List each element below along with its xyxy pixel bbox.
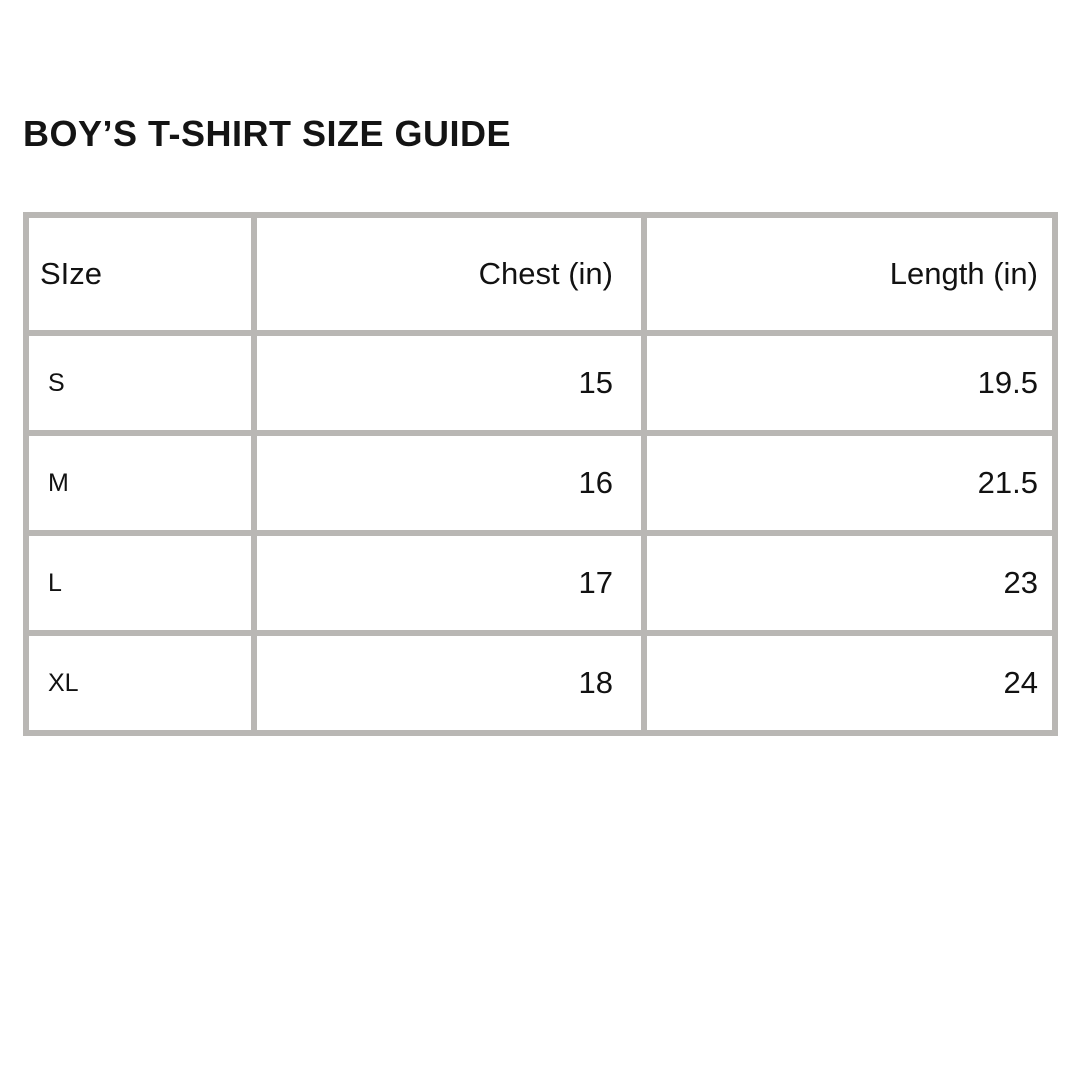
length-value: 24 [644,633,1055,733]
table-row-l [26,533,1055,633]
length-value: 23 [644,533,1055,633]
size-label: XL [26,633,254,733]
size-label: L [26,533,254,633]
size-guide-table [23,212,1058,736]
column-header-size: SIze [26,215,254,333]
length-value: 19.5 [644,333,1055,433]
table-row-m [26,433,1055,533]
table-row-xl [26,633,1055,733]
table-row-s [26,333,1055,433]
chest-value: 18 [254,633,644,733]
page-title: BOY’S T-SHIRT SIZE GUIDE [23,113,512,154]
chest-value: 16 [254,433,644,533]
column-header-length: Length (in) [644,215,1055,333]
size-label: M [26,433,254,533]
chest-value: 17 [254,533,644,633]
chest-value: 15 [254,333,644,433]
column-header-chest: Chest (in) [254,215,644,333]
length-value: 21.5 [644,433,1055,533]
table-header-row [26,215,1055,333]
size-label: S [26,333,254,433]
